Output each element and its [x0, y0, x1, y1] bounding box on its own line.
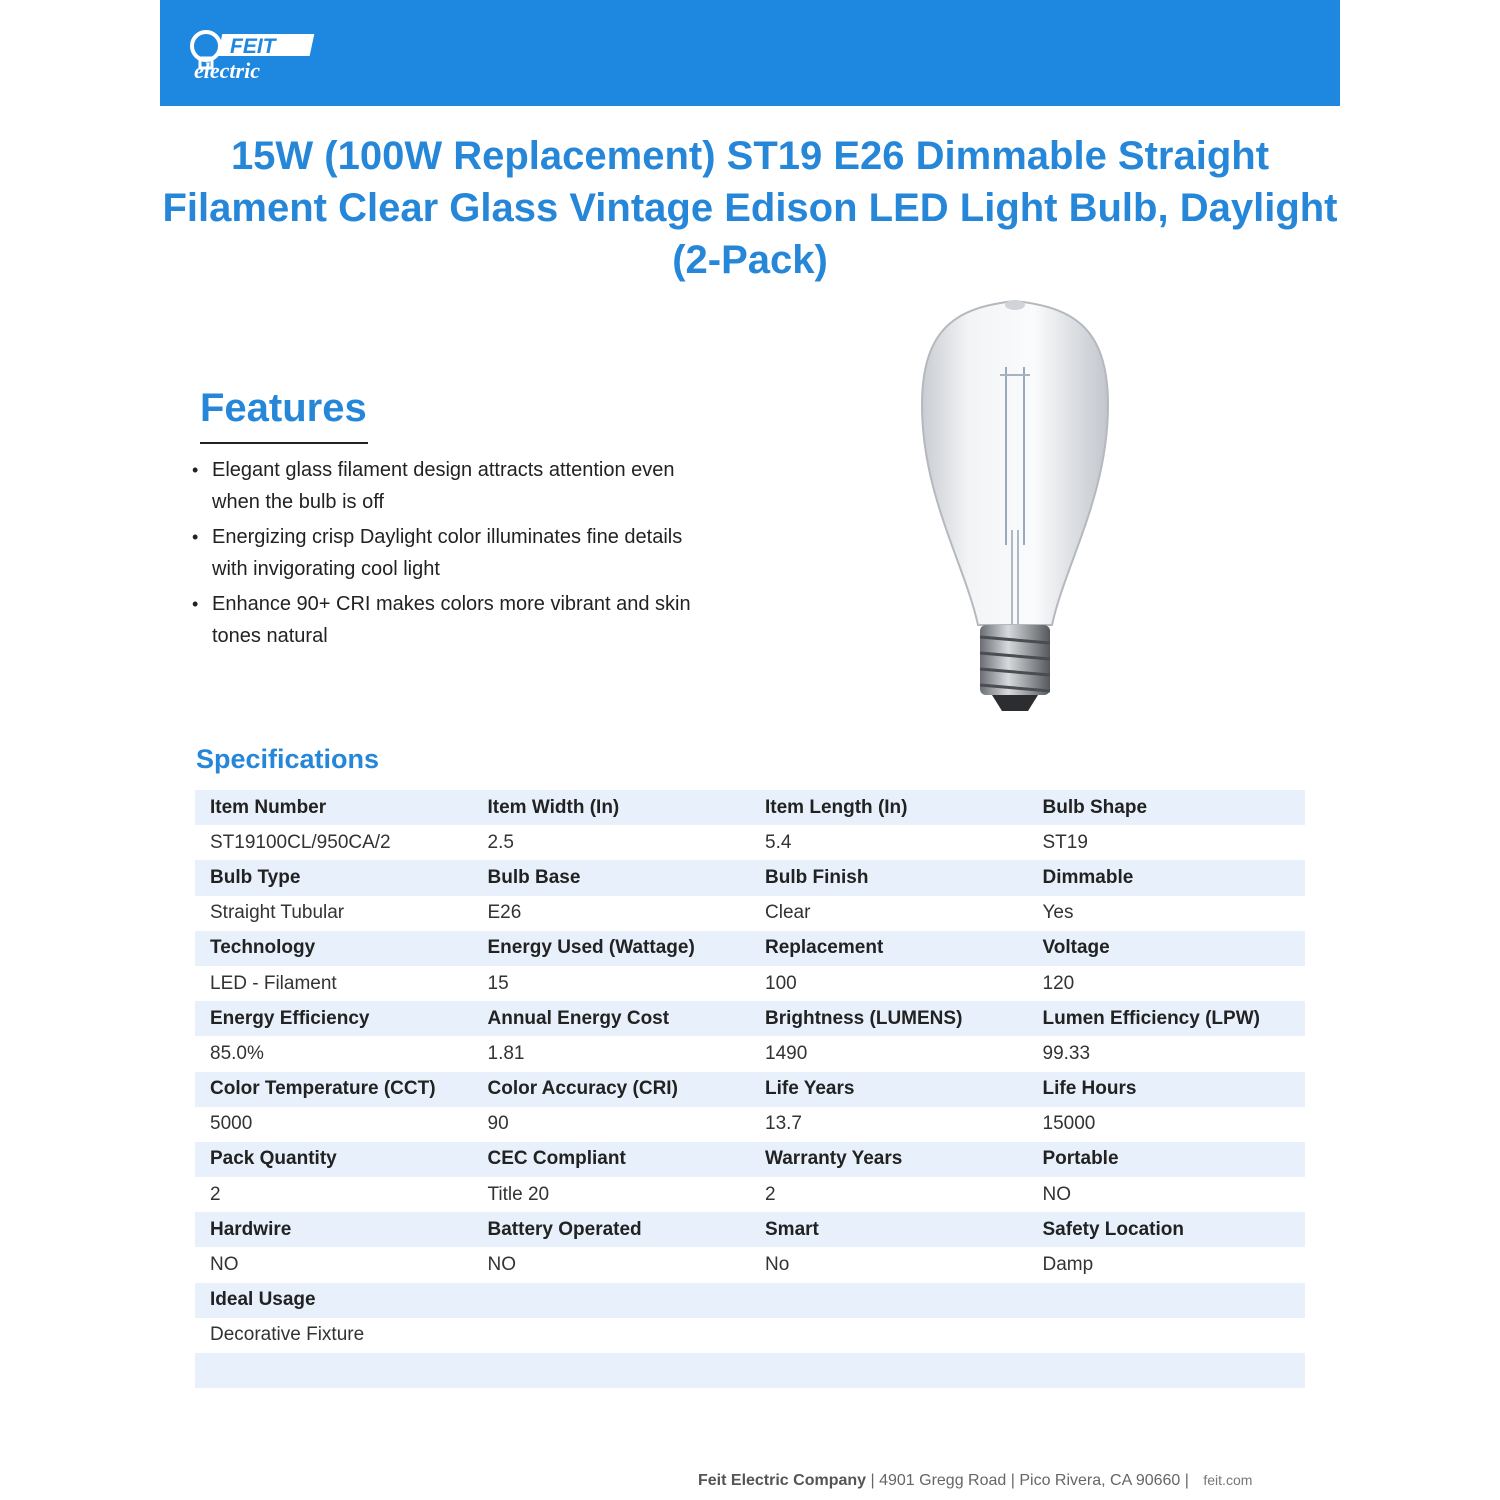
spec-label: Bulb Finish [750, 860, 1028, 895]
spec-label-row [195, 860, 1305, 895]
spec-label-row [195, 1212, 1305, 1247]
svg-text:electric: electric [194, 58, 260, 82]
spec-value: 13.7 [750, 1107, 1028, 1142]
spec-value: LED - Filament [195, 966, 473, 1001]
spec-label: Dimmable [1028, 860, 1306, 895]
spec-label: CEC Compliant [473, 1142, 751, 1177]
spec-label-row [195, 1001, 1305, 1036]
feature-item: • Energizing crisp Daylight color illuminates fine details with invigorating cool light [192, 521, 692, 585]
spec-table-footer-band [195, 1353, 1305, 1388]
spec-value: 99.33 [1028, 1036, 1306, 1071]
spec-value: 5000 [195, 1107, 473, 1142]
spec-label-row [195, 1142, 1305, 1177]
spec-label: Safety Location [1028, 1212, 1306, 1247]
spec-value: Decorative Fixture [195, 1318, 473, 1353]
spec-label-row [195, 1283, 1305, 1318]
spec-label [1028, 1283, 1306, 1318]
spec-value: Yes [1028, 896, 1306, 931]
spec-value-row [195, 1177, 1305, 1212]
spec-label: Hardwire [195, 1212, 473, 1247]
spec-value: 1490 [750, 1036, 1028, 1071]
spec-label: Bulb Base [473, 860, 751, 895]
spec-label: Energy Efficiency [195, 1001, 473, 1036]
feature-item: • Enhance 90+ CRI makes colors more vibrant and skin tones natural [192, 588, 692, 652]
spec-label: Life Hours [1028, 1072, 1306, 1107]
spec-label: Color Accuracy (CRI) [473, 1072, 751, 1107]
spec-value-row [195, 966, 1305, 1001]
specifications-table [195, 790, 1305, 1388]
svg-text:FEIT: FEIT [230, 35, 276, 58]
header-bar [160, 0, 1340, 106]
spec-label: Bulb Type [195, 860, 473, 895]
spec-value-row [195, 1107, 1305, 1142]
spec-label: Pack Quantity [195, 1142, 473, 1177]
spec-value: Title 20 [473, 1177, 751, 1212]
spec-value: Straight Tubular [195, 896, 473, 931]
spec-value: Damp [1028, 1247, 1306, 1282]
spec-label: Item Length (In) [750, 790, 1028, 825]
spec-label: Item Width (In) [473, 790, 751, 825]
spec-label: Color Temperature (CCT) [195, 1072, 473, 1107]
features-underline [200, 442, 368, 444]
spec-value-row [195, 825, 1305, 860]
spec-value [473, 1318, 751, 1353]
spec-label: Battery Operated [473, 1212, 751, 1247]
footer-address: | 4901 Gregg Road | Pico Rivera, CA 90660 | [866, 1472, 1194, 1489]
spec-value: 120 [1028, 966, 1306, 1001]
spec-value: 85.0% [195, 1036, 473, 1071]
spec-value-row [195, 896, 1305, 931]
feature-item: • Elegant glass filament design attracts attention even when the bulb is off [192, 454, 692, 518]
spec-value: NO [473, 1247, 751, 1282]
spec-label: Bulb Shape [1028, 790, 1306, 825]
product-title: 15W (100W Replacement) ST19 E26 Dimmable Straight Filament Clear Glass Vintage Edison LED Light Bulb, Daylight (2-Pack) [162, 134, 1338, 282]
features-list [192, 454, 692, 655]
spec-value: 2 [750, 1177, 1028, 1212]
spec-value [750, 1318, 1028, 1353]
product-image-bulb [900, 295, 1130, 725]
spec-label: Energy Used (Wattage) [473, 931, 751, 966]
spec-value [1028, 1318, 1306, 1353]
spec-value: 100 [750, 966, 1028, 1001]
spec-value: NO [1028, 1177, 1306, 1212]
spec-label [473, 1283, 751, 1318]
spec-label: Warranty Years [750, 1142, 1028, 1177]
spec-label: Replacement [750, 931, 1028, 966]
spec-value-row [195, 1318, 1305, 1353]
spec-value: 1.81 [473, 1036, 751, 1071]
spec-value-row [195, 1036, 1305, 1071]
spec-value: No [750, 1247, 1028, 1282]
spec-value: ST19 [1028, 825, 1306, 860]
spec-value: Clear [750, 896, 1028, 931]
spec-label-row [195, 931, 1305, 966]
spec-value: 15 [473, 966, 751, 1001]
features-heading: Features [200, 386, 367, 430]
spec-label: Life Years [750, 1072, 1028, 1107]
spec-label: Brightness (LUMENS) [750, 1001, 1028, 1036]
brand-logo [188, 26, 318, 82]
spec-value-row [195, 1247, 1305, 1282]
spec-label-row [195, 790, 1305, 825]
spec-value: E26 [473, 896, 751, 931]
spec-label: Annual Energy Cost [473, 1001, 751, 1036]
spec-label: Smart [750, 1212, 1028, 1247]
footer-website-link[interactable]: feit.com [1203, 1472, 1253, 1488]
page-footer [698, 1472, 1252, 1490]
spec-label: Voltage [1028, 931, 1306, 966]
spec-label: Lumen Efficiency (LPW) [1028, 1001, 1306, 1036]
spec-label: Ideal Usage [195, 1283, 473, 1318]
spec-value: 15000 [1028, 1107, 1306, 1142]
specifications-heading: Specifications [196, 744, 380, 774]
footer-company: Feit Electric Company [698, 1472, 867, 1489]
spec-label: Item Number [195, 790, 473, 825]
spec-value: 5.4 [750, 825, 1028, 860]
spec-label: Technology [195, 931, 473, 966]
spec-label [750, 1283, 1028, 1318]
spec-value: 90 [473, 1107, 751, 1142]
spec-label-row [195, 1072, 1305, 1107]
spec-label: Portable [1028, 1142, 1306, 1177]
spec-value: 2 [195, 1177, 473, 1212]
item-number-link[interactable]: ST19100CL/950CA/2 [195, 825, 473, 860]
spec-value: NO [195, 1247, 473, 1282]
spec-value: 2.5 [473, 825, 751, 860]
